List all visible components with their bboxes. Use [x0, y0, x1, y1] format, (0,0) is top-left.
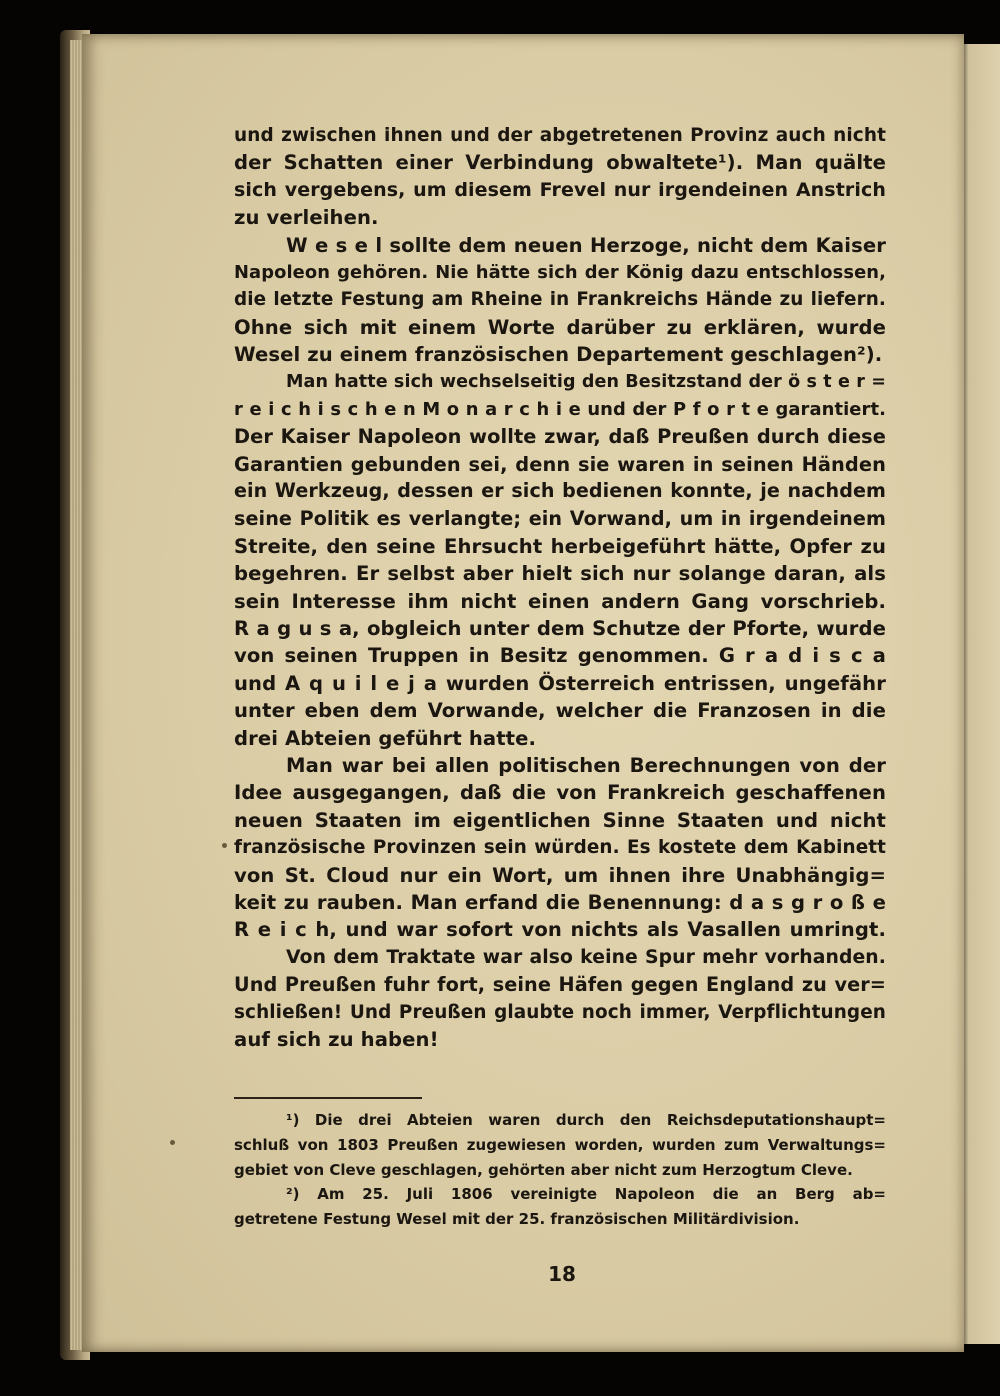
text-line: drei Abteien geführt hatte. [234, 726, 537, 750]
text-line: unter eben dem Vorwande, welcher die Franzosen in die [234, 699, 886, 723]
adjacent-page-edge [958, 44, 1000, 1344]
text-line: Napoleon gehören. Nie hätte sich der König dazu entschlossen, [234, 261, 886, 283]
text-line: Garantien gebunden sei, denn sie waren in seinen Händen [234, 452, 886, 476]
text-line: ein Werkzeug, dessen er sich bedienen konnte, je nachdem [234, 480, 886, 503]
text-line: sein Interesse ihm nicht einen andern Gang vorschrieb. [234, 589, 886, 613]
text-line: von seinen Truppen in Besitz genommen. G r a d i s c a [234, 644, 886, 668]
text-line: und A q u i l e j a wurden Österreich entrissen, ungefähr [234, 671, 886, 695]
text-line: französische Provinzen sein würden. Es kostete dem Kabinett [234, 837, 886, 859]
paper-speck [170, 1140, 175, 1145]
text-line: W e s e l sollte dem neuen Herzoge, nicht dem Kaiser [286, 233, 886, 257]
text-line: Von dem Traktate war also keine Spur mehr vorhanden. [286, 946, 886, 968]
text-line: begehren. Er selbst aber hielt sich nur solange daran, als [234, 562, 886, 586]
text-line: r e i c h i s c h e n M o n a r c h i e und der P f o r t e garantiert. [234, 398, 886, 420]
text-line: die letzte Festung am Rheine in Frankreichs Hände zu liefern. [234, 289, 886, 311]
footnotes [234, 1108, 886, 1232]
text-line: und zwischen ihnen und der abgetretenen Provinz auch nicht [234, 125, 886, 146]
text-line: schließen! Und Preußen glaubte noch immer, Verpflichtungen [234, 1001, 886, 1023]
text-line: Ohne sich mit einem Worte darüber zu erklären, wurde [234, 315, 886, 339]
text-line: seine Politik es verlangte; ein Vorwand, um in irgendeinem [234, 507, 886, 531]
text-line: Wesel zu einem französischen Departement geschlagen²). [234, 343, 883, 367]
text-line: Man hatte sich wechselseitig den Besitzstand der ö s t e r = [286, 371, 886, 392]
text-line: R a g u s a, obgleich unter dem Schutze der Pforte, wurde [234, 617, 886, 641]
text-line: keit zu rauben. Man erfand die Benennung: d a s g r o ß e [234, 890, 886, 914]
text-line: Idee ausgegangen, daß die von Frankreich geschaffenen [234, 781, 886, 805]
text-line: von St. Cloud nur ein Wort, um ihnen ihre Unabhängig= [234, 863, 886, 887]
text-line: auf sich zu haben! [234, 1027, 439, 1051]
main-text [234, 122, 886, 1053]
text-line: zu verleihen. [234, 206, 379, 230]
text-line: sich vergebens, um diesem Frevel nur irgendeinen Anstrich [234, 178, 886, 201]
page-number [0, 1262, 1000, 1286]
page-number-label: 18 [548, 1262, 576, 1286]
footnote-line: schluß von 1803 Preußen zugewiesen worden, wurden zum Verwaltungs= [234, 1135, 886, 1154]
text-line: neuen Staaten im eigentlichen Sinne Staaten und nicht [234, 808, 886, 832]
text-line: Der Kaiser Napoleon wollte zwar, daß Preußen durch diese [234, 425, 886, 449]
text-line: Man war bei allen politischen Berechnungen von der [286, 753, 886, 777]
paper-speck [222, 843, 227, 848]
text-line: R e i c h, und war sofort von nichts als Vasallen umringt. [234, 918, 886, 942]
footnote-line: ²) Am 25. Juli 1806 vereinigte Napoleon die an Berg ab= [286, 1185, 886, 1204]
footnote-line: gebiet von Cleve geschlagen, gehörten aber nicht zum Herzogtum Cleve. [234, 1160, 853, 1179]
text-line: der Schatten einer Verbindung obwaltete¹). Man quälte [234, 151, 886, 175]
footnote-divider [234, 1097, 422, 1099]
text-line: Streite, den seine Ehrsucht herbeigeführt hätte, Opfer zu [234, 534, 886, 558]
text-line: Und Preußen fuhr fort, seine Häfen gegen England zu ver= [234, 973, 886, 997]
footnote-line: ¹) Die drei Abteien waren durch den Reichsdeputationshaupt= [286, 1111, 886, 1129]
footnote-line: getretene Festung Wesel mit der 25. französischen Militärdivision. [234, 1210, 800, 1229]
